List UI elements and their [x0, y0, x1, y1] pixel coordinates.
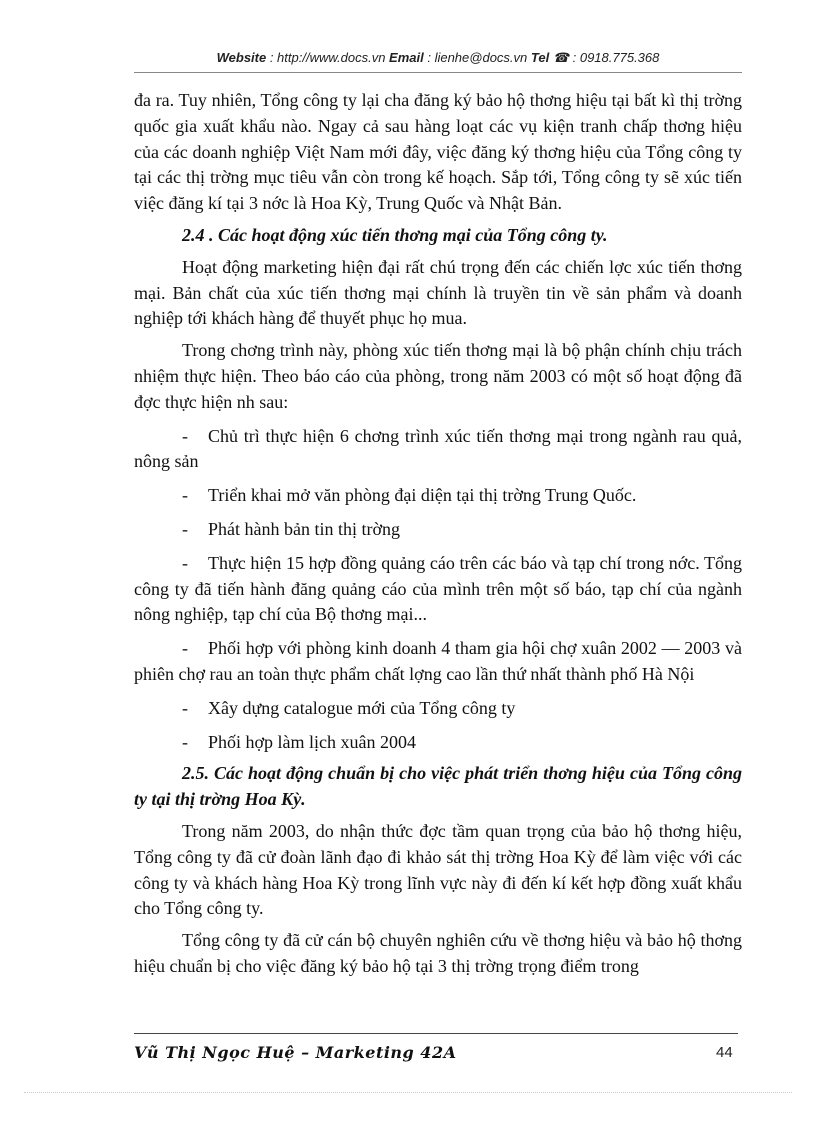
bullet-text: Phối hợp làm lịch xuân 2004 [208, 731, 417, 752]
bullet-dash: - [182, 638, 188, 659]
bullet-dash: - [182, 425, 188, 446]
paragraph-staff: Tổng công ty đã cử cán bộ chuyên nghiên cứu về thơng hiệu và bảo hộ thơng hiệu chuẩn bị cho việc đăng ký bảo hộ tại 3 thị trờng trọng điểm trong [134, 930, 742, 976]
bullet-item [134, 730, 742, 756]
paragraph-marketing: Hoạt động marketing hiện đại rất chú trọng đến các chiến lợc xúc tiến thơng mại. Bản chất của xúc tiến thơng mại chính là truyền tin về sản phẩm và doanh nghiệp tới khách hàng để thuyết phục họ mua. [134, 256, 742, 329]
paragraph-survey: Trong năm 2003, do nhận thức đợc tầm quan trọng của bảo hộ thơng hiệu, Tổng công ty đã cử đoàn lãnh đạo đi khảo sát thị trờng Hoa Kỳ để làm việc với các công ty và khách hàng Hoa Kỳ trong lĩnh vực này đi đến kí kết hợp đồng xuất khẩu cho Tổng công ty. [134, 820, 742, 919]
bullet-item [134, 424, 742, 476]
bullet-text: Phát hành bản tin thị trờng [208, 518, 400, 539]
bullet-dash: - [182, 485, 188, 506]
website-value: : http://www.docs.vn [266, 50, 390, 65]
document-body [134, 88, 742, 986]
footer-divider [134, 1033, 738, 1034]
bullet-text: Triển khai mở văn phòng đại diện tại thị trờng Trung Quốc. [208, 485, 637, 506]
bullet-dash: - [182, 552, 188, 573]
email-label: Email [389, 50, 424, 65]
bullet-dash: - [182, 518, 188, 539]
bullet-text: Thực hiện 15 hợp đồng quảng cáo trên các báo và tạp chí trong nớc. Tổng công ty đã tiến hành đăng quảng cáo của mình trên một số báo, tạp chí của ngành nông nghiệp, tạp chí của Bộ thơng mại... [134, 552, 742, 625]
tel-label: Tel [530, 50, 550, 65]
paragraph-intro: đa ra. Tuy nhiên, Tổng công ty lại cha đăng ký bảo hộ thơng hiệu tại bất kì thị trờng quốc gia xuất khẩu nào. Ngay cả sau hàng loạt các vụ kiện tranh chấp thơng hiệu của các doanh nghiệp Việt Nam mới đây, việc đăng ký thơng hiệu của Tổng công ty tại các thị trờng mục tiêu vẫn còn trong kế hoạch. Sắp tới, Tổng công ty sẽ xúc tiến việc đăng kí tại 3 nớc là Hoa Kỳ, Trung Quốc và Nhật Bản. [134, 90, 742, 214]
bullet-dash: - [182, 731, 188, 752]
website-label: Website [216, 50, 267, 65]
page-bottom-edge [24, 1092, 792, 1093]
header-divider [134, 72, 742, 73]
section-heading-2-5: 2.5. Các hoạt động chuẩn bị cho việc phát triển thơng hiệu của Tổng công ty tại thị trờng Hoa Kỳ. [134, 763, 742, 810]
bullet-item [134, 483, 742, 509]
bullet-item [134, 517, 742, 543]
bullet-item [134, 636, 742, 688]
bullet-text: Phối hợp với phòng kinh doanh 4 tham gia hội chợ xuân 2002 — 2003 và phiên chợ rau an toàn thực phẩm chất lợng cao lần thứ nhất thành phố Hà Nội [134, 638, 742, 684]
paragraph-program: Trong chơng trình này, phòng xúc tiến thơng mại là bộ phận chính chịu trách nhiệm thực hiện. Theo báo cáo của phòng, trong năm 2003 có một số hoạt động đã đợc thực hiện nh sau: [134, 340, 742, 412]
bullet-item [134, 551, 742, 628]
bullet-dash: - [182, 697, 188, 718]
page-number: 44 [716, 1044, 733, 1061]
page-header [134, 50, 742, 66]
email-value: : lienhe@docs.vn [423, 50, 531, 65]
footer-author: Vũ Thị Ngọc Huệ – Marketing 42A [134, 1043, 457, 1062]
section-heading-2-4: 2.4 . Các hoạt động xúc tiến thơng mại của Tổng công ty. [182, 224, 608, 245]
bullet-text: Chủ trì thực hiện 6 chơng trình xúc tiến thơng mại trong ngành rau quả, nông sản [134, 425, 742, 472]
tel-value: ☎ : 0918.775.368 [549, 50, 660, 65]
bullet-text: Xây dựng catalogue mới của Tổng công ty [208, 697, 516, 718]
bullet-item [134, 696, 742, 722]
